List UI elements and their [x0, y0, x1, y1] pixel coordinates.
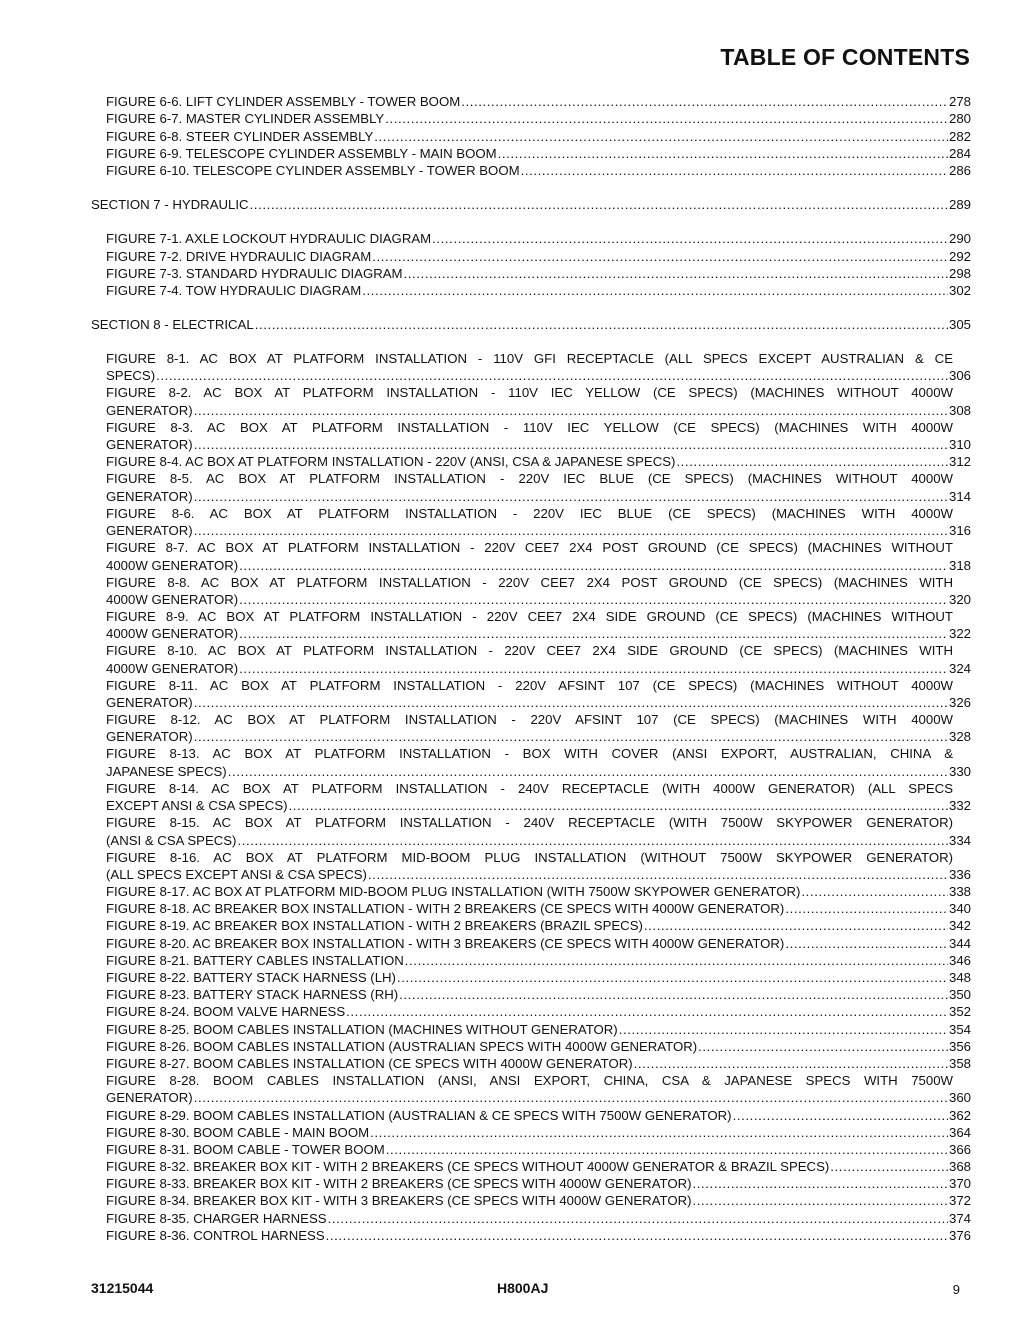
dot-leader	[397, 969, 948, 986]
toc-entry-label-cont: GENERATOR)	[106, 523, 193, 539]
dot-leader	[194, 402, 948, 419]
footer-doc-number: 31215044	[91, 1280, 154, 1296]
toc-entry-label: FIGURE 8-14. AC BOX AT PLATFORM INSTALLATION - 240V RECEPTACLE (WITH 4000W GENERATOR) (ALL SPECS	[106, 780, 953, 796]
toc-entry[interactable]	[91, 1209, 971, 1226]
toc-entry[interactable]	[91, 1227, 971, 1244]
toc-entry-page: 286	[948, 162, 971, 178]
toc-entry-page: 330	[948, 763, 971, 779]
dot-leader	[733, 1107, 948, 1124]
toc-section[interactable]	[91, 196, 971, 213]
dot-leader	[693, 1175, 948, 1192]
dot-leader	[239, 591, 948, 608]
toc-entry-label: SECTION 8 - ELECTRICAL	[91, 317, 254, 333]
toc-entry-label: FIGURE 8-20. AC BREAKER BOX INSTALLATION - WITH 3 BREAKERS (CE SPECS WITH 4000W GENERATOR)	[106, 935, 785, 951]
dot-leader	[250, 196, 948, 213]
toc-entry-label-cont: GENERATOR)	[106, 1090, 193, 1106]
toc-entry-label-cont: SPECS)	[106, 368, 156, 384]
toc-entry[interactable]	[91, 900, 971, 917]
toc-entry[interactable]	[91, 814, 971, 848]
toc-entry-page: 344	[948, 935, 971, 951]
toc-entry[interactable]	[91, 986, 971, 1003]
dot-leader	[801, 883, 948, 900]
toc-spacer	[91, 333, 971, 350]
toc-entry-page: 368	[948, 1159, 971, 1175]
toc-entry[interactable]	[91, 539, 971, 573]
toc-entry[interactable]	[91, 917, 971, 934]
toc-entry-label: FIGURE 7-1. AXLE LOCKOUT HYDRAULIC DIAGRAM	[106, 231, 432, 247]
toc-entry-label: FIGURE 8-12. AC BOX AT PLATFORM INSTALLATION - 220V AFSINT 107 (CE SPECS) (MACHINES WITH 4000W	[106, 712, 953, 727]
dot-leader	[194, 694, 948, 711]
toc-entry-label: FIGURE 8-1. AC BOX AT PLATFORM INSTALLATION - 110V GFI RECEPTACLE (ALL SPECS EXCEPT AUSTRALIAN & CE	[106, 351, 953, 367]
toc-entry[interactable]	[91, 1038, 971, 1055]
toc-entry-label: FIGURE 8-10. AC BOX AT PLATFORM INSTALLATION - 220V CEE7 2X4 SIDE GROUND (CE SPECS) (MACHINES WITH	[106, 643, 953, 659]
toc-entry[interactable]	[91, 110, 971, 127]
footer-model: H800AJ	[497, 1280, 549, 1296]
toc-entry-page: 284	[948, 145, 971, 161]
toc-entry-page: 280	[948, 111, 971, 127]
toc-entry-label: FIGURE 6-6. LIFT CYLINDER ASSEMBLY - TOWER BOOM	[106, 94, 461, 110]
toc-entry-page: 334	[948, 832, 971, 848]
page-title: TABLE OF CONTENTS	[720, 44, 970, 70]
toc-entry[interactable]	[91, 969, 971, 986]
toc-entry[interactable]	[91, 642, 971, 676]
toc-entry[interactable]	[91, 419, 971, 453]
toc-entry-page: 376	[948, 1227, 971, 1243]
toc-entry-page: 348	[948, 970, 971, 985]
toc-entry-label: FIGURE 8-6. AC BOX AT PLATFORM INSTALLATION - 220V IEC BLUE (CE SPECS) (MACHINES WITH 4000W	[106, 505, 953, 521]
toc-entry-label: FIGURE 8-28. BOOM CABLES INSTALLATION (ANSI, ANSI EXPORT, CHINA, CSA & JAPANESE SPECS WITH 7500W	[106, 1072, 953, 1088]
dot-leader	[386, 1141, 948, 1158]
toc-entry-page: 370	[948, 1176, 971, 1192]
toc-entry-page: 290	[948, 231, 971, 247]
toc-entry[interactable]	[91, 1141, 971, 1158]
dot-leader	[326, 1227, 948, 1244]
toc-entry-label: FIGURE 8-21. BATTERY CABLES INSTALLATION	[106, 952, 404, 968]
toc-entry-label: FIGURE 7-3. STANDARD HYDRAULIC DIAGRAM	[106, 265, 403, 281]
toc-entry-page: 350	[948, 987, 971, 1003]
toc-entry-page: 362	[948, 1107, 971, 1123]
toc-entry-label: FIGURE 8-35. CHARGER HARNESS	[106, 1210, 327, 1226]
toc-entry-page: 346	[948, 952, 971, 968]
dot-leader	[372, 248, 948, 265]
toc-entry-label: FIGURE 8-32. BREAKER BOX KIT - WITH 2 BREAKERS (CE SPECS WITHOUT 4000W GENERATOR & BRAZIL SPECS)	[106, 1159, 830, 1175]
toc-entry[interactable]	[91, 677, 971, 711]
toc-entry-label: FIGURE 8-27. BOOM CABLES INSTALLATION (CE SPECS WITH 4000W GENERATOR)	[106, 1055, 633, 1071]
dot-leader	[698, 1038, 948, 1055]
toc-entry-label: FIGURE 8-16. AC BOX AT PLATFORM MID-BOOM PLUG INSTALLATION (WITHOUT 7500W SKYPOWER GENERATOR)	[106, 849, 953, 865]
dot-leader	[619, 1021, 948, 1038]
toc-entry[interactable]	[91, 1072, 971, 1106]
toc-entry[interactable]	[91, 574, 971, 608]
toc-entry-label-cont: JAPANESE SPECS)	[106, 763, 227, 779]
toc-entry-label: FIGURE 6-7. MASTER CYLINDER ASSEMBLY	[106, 111, 385, 127]
toc-entry-label-cont: 4000W GENERATOR)	[106, 626, 239, 642]
toc-entry-label: FIGURE 8-7. AC BOX AT PLATFORM INSTALLATION - 220V CEE7 2X4 POST GROUND (CE SPECS) (MACHINES WITHOUT	[106, 540, 953, 556]
dot-leader	[498, 145, 948, 162]
toc-entry-page: 352	[948, 1004, 971, 1020]
toc-entry[interactable]	[91, 384, 971, 418]
toc-entry-page: 354	[948, 1021, 971, 1037]
dot-leader	[644, 917, 948, 934]
toc-entry-label: FIGURE 8-13. AC BOX AT PLATFORM INSTALLATION - BOX WITH COVER (ANSI EXPORT, AUSTRALIAN, CHINA &	[106, 746, 953, 762]
toc-entry[interactable]	[91, 849, 971, 883]
dot-leader	[346, 1003, 948, 1020]
dot-leader	[404, 265, 948, 282]
toc-entry[interactable]	[91, 505, 971, 539]
toc-entry-page: 310	[948, 437, 971, 453]
footer-page-number: 9	[952, 1282, 960, 1297]
toc-entry-page: 318	[948, 557, 971, 573]
toc-list	[91, 93, 971, 1244]
toc-entry[interactable]	[91, 711, 971, 745]
toc-spacer	[91, 213, 971, 230]
dot-leader	[362, 282, 948, 299]
toc-entry-page: 312	[948, 454, 971, 470]
toc-entry-label: FIGURE 8-29. BOOM CABLES INSTALLATION (AUSTRALIAN & CE SPECS WITH 7500W GENERATOR)	[106, 1107, 732, 1123]
dot-leader	[432, 230, 948, 247]
toc-entry-page: 328	[948, 729, 971, 745]
dot-leader	[785, 935, 948, 952]
toc-entry-page: 282	[948, 128, 971, 144]
dot-leader	[521, 162, 948, 179]
toc-entry-page: 372	[948, 1193, 971, 1209]
toc-entry-page: 324	[948, 660, 971, 676]
dot-leader	[405, 952, 948, 969]
toc-entry-page: 322	[948, 626, 971, 642]
toc-entry[interactable]	[91, 745, 971, 779]
dot-leader	[370, 1124, 948, 1141]
toc-entry[interactable]	[91, 162, 971, 179]
toc-entry-label: FIGURE 8-17. AC BOX AT PLATFORM MID-BOOM PLUG INSTALLATION (WITH 7500W SKYPOWER GENERATOR)	[106, 884, 801, 900]
toc-entry-page: 356	[948, 1038, 971, 1054]
toc-entry-label: FIGURE 6-8. STEER CYLINDER ASSEMBLY	[106, 128, 374, 144]
dot-leader	[194, 1089, 948, 1106]
toc-entry-page: 308	[948, 402, 971, 418]
dot-leader	[289, 797, 948, 814]
toc-entry[interactable]	[91, 127, 971, 144]
toc-entry-page: 278	[948, 94, 971, 110]
toc-entry[interactable]	[91, 247, 971, 264]
toc-entry[interactable]	[91, 952, 971, 969]
toc-entry-page: 314	[948, 488, 971, 504]
toc-entry-label: FIGURE 8-11. AC BOX AT PLATFORM INSTALLATION - 220V AFSINT 107 (CE SPECS) (MACHINES WITHOUT 4000W	[106, 677, 953, 693]
toc-entry-label-cont: GENERATOR)	[106, 729, 193, 745]
toc-entry-label: FIGURE 8-18. AC BREAKER BOX INSTALLATION - WITH 2 BREAKERS (CE SPECS WITH 4000W GENERATOR)	[106, 901, 785, 917]
dot-leader	[676, 453, 948, 470]
toc-entry-label: FIGURE 8-23. BATTERY STACK HARNESS (RH)	[106, 987, 399, 1003]
dot-leader	[156, 367, 948, 384]
toc-entry[interactable]	[91, 1106, 971, 1123]
toc-entry-page: 332	[948, 798, 971, 814]
toc-entry-label: FIGURE 8-9. AC BOX AT PLATFORM INSTALLATION - 220V CEE7 2X4 SIDE GROUND (CE SPECS) (MACHINES WITHOUT	[106, 608, 953, 624]
toc-entry-label: FIGURE 8-19. AC BREAKER BOX INSTALLATION - WITH 2 BREAKERS (BRAZIL SPECS)	[106, 918, 643, 934]
toc-entry-label: FIGURE 8-22. BATTERY STACK HARNESS (LH)	[106, 970, 396, 985]
toc-entry-label: FIGURE 8-33. BREAKER BOX KIT - WITH 2 BREAKERS (CE SPECS WITH 4000W GENERATOR)	[106, 1176, 692, 1192]
toc-entry[interactable]	[91, 282, 971, 299]
toc-entry[interactable]	[91, 934, 971, 951]
toc-entry-page: 306	[948, 368, 971, 384]
dot-leader	[237, 832, 948, 849]
toc-entry[interactable]	[91, 608, 971, 642]
toc-entry-page: 316	[948, 523, 971, 539]
toc-entry-label: FIGURE 8-26. BOOM CABLES INSTALLATION (AUSTRALIAN SPECS WITH 4000W GENERATOR)	[106, 1038, 698, 1054]
toc-entry-page: 338	[948, 884, 971, 900]
toc-entry[interactable]	[91, 350, 971, 384]
toc-entry-label: FIGURE 8-15. AC BOX AT PLATFORM INSTALLATION - 240V RECEPTACLE (WITH 7500W SKYPOWER GENERATOR)	[106, 815, 953, 831]
toc-entry[interactable]	[91, 1124, 971, 1141]
toc-entry[interactable]	[91, 1055, 971, 1072]
toc-entry-page: 326	[948, 695, 971, 710]
dot-leader	[194, 436, 948, 453]
toc-entry-label-cont: (ALL SPECS EXCEPT ANSI & CSA SPECS)	[106, 866, 367, 882]
toc-entry-label: FIGURE 8-8. AC BOX AT PLATFORM INSTALLATION - 220V CEE7 2X4 POST GROUND (CE SPECS) (MACHINES WITH	[106, 574, 953, 590]
toc-entry-label: FIGURE 8-31. BOOM CABLE - TOWER BOOM	[106, 1141, 385, 1157]
toc-entry[interactable]	[91, 265, 971, 282]
toc-entry[interactable]	[91, 780, 971, 814]
toc-entry-label: FIGURE 7-2. DRIVE HYDRAULIC DIAGRAM	[106, 248, 372, 264]
toc-entry[interactable]	[91, 1192, 971, 1209]
toc-entry[interactable]	[91, 470, 971, 504]
toc-entry-page: 374	[948, 1210, 971, 1226]
dot-leader	[461, 93, 948, 110]
toc-entry[interactable]	[91, 1175, 971, 1192]
dot-leader	[399, 986, 948, 1003]
dot-leader	[194, 522, 948, 539]
toc-entry-label-cont: EXCEPT ANSI & CSA SPECS)	[106, 798, 288, 814]
toc-entry-label: FIGURE 8-30. BOOM CABLE - MAIN BOOM	[106, 1124, 370, 1140]
dot-leader	[368, 866, 948, 883]
toc-entry-label-cont: 4000W GENERATOR)	[106, 660, 239, 676]
toc-section[interactable]	[91, 316, 971, 333]
dot-leader	[830, 1158, 948, 1175]
toc-entry-label-cont: 4000W GENERATOR)	[106, 591, 239, 607]
dot-leader	[374, 128, 948, 145]
toc-entry-page: 302	[948, 282, 971, 298]
toc-entry-page: 340	[948, 901, 971, 917]
toc-entry-label: FIGURE 7-4. TOW HYDRAULIC DIAGRAM	[106, 282, 362, 298]
toc-entry[interactable]	[91, 883, 971, 900]
toc-entry-page: 289	[948, 197, 971, 213]
toc-entry-label-cont: GENERATOR)	[106, 695, 193, 710]
toc-entry[interactable]	[91, 93, 971, 110]
toc-entry-label: FIGURE 8-4. AC BOX AT PLATFORM INSTALLATION - 220V (ANSI, CSA & JAPANESE SPECS)	[106, 454, 676, 470]
toc-entry-page: 292	[948, 248, 971, 264]
toc-entry-label-cont: (ANSI & CSA SPECS)	[106, 832, 237, 848]
toc-entry-label-cont: GENERATOR)	[106, 437, 193, 453]
toc-spacer	[91, 179, 971, 196]
toc-entry-label: SECTION 7 - HYDRAULIC	[91, 197, 249, 213]
toc-entry-page: 342	[948, 918, 971, 934]
dot-leader	[634, 1055, 948, 1072]
dot-leader	[328, 1210, 948, 1227]
toc-entry[interactable]	[91, 1003, 971, 1020]
toc-entry-label: FIGURE 8-2. AC BOX AT PLATFORM INSTALLATION - 110V IEC YELLOW (CE SPECS) (MACHINES WITHOUT 4000W	[106, 385, 953, 401]
toc-entry-page: 364	[948, 1124, 971, 1140]
dot-leader	[194, 728, 948, 745]
toc-entry-label: FIGURE 8-5. AC BOX AT PLATFORM INSTALLATION - 220V IEC BLUE (CE SPECS) (MACHINES WITHOUT 4000W	[106, 471, 953, 487]
toc-entry-label-cont: GENERATOR)	[106, 488, 193, 504]
toc-entry-label: FIGURE 6-10. TELESCOPE CYLINDER ASSEMBLY - TOWER BOOM	[106, 162, 520, 178]
dot-leader	[239, 625, 948, 642]
dot-leader	[693, 1192, 948, 1209]
toc-entry-label: FIGURE 8-25. BOOM CABLES INSTALLATION (MACHINES WITHOUT GENERATOR)	[106, 1021, 618, 1037]
toc-entry[interactable]	[91, 453, 971, 470]
dot-leader	[255, 316, 948, 333]
toc-entry-label: FIGURE 8-34. BREAKER BOX KIT - WITH 3 BREAKERS (CE SPECS WITH 4000W GENERATOR)	[106, 1193, 692, 1209]
dot-leader	[239, 660, 948, 677]
toc-entry-label: FIGURE 8-24. BOOM VALVE HARNESS	[106, 1004, 346, 1020]
toc-entry-page: 320	[948, 591, 971, 607]
toc-entry[interactable]	[91, 230, 971, 247]
toc-entry[interactable]	[91, 1158, 971, 1175]
toc-entry-page: 305	[948, 317, 971, 333]
toc-entry-page: 358	[948, 1055, 971, 1071]
toc-entry[interactable]	[91, 1020, 971, 1037]
dot-leader	[239, 557, 948, 574]
toc-entry-label: FIGURE 8-36. CONTROL HARNESS	[106, 1227, 325, 1243]
toc-entry-label: FIGURE 6-9. TELESCOPE CYLINDER ASSEMBLY - MAIN BOOM	[106, 145, 497, 161]
dot-leader	[385, 110, 948, 127]
dot-leader	[785, 900, 948, 917]
toc-entry-label: FIGURE 8-3. AC BOX AT PLATFORM INSTALLATION - 110V IEC YELLOW (CE SPECS) (MACHINES WITH 4000W	[106, 419, 953, 435]
toc-entry-page: 360	[948, 1090, 971, 1106]
toc-entry-page: 298	[948, 265, 971, 281]
toc-spacer	[91, 299, 971, 316]
toc-entry-label-cont: GENERATOR)	[106, 402, 193, 418]
dot-leader	[194, 488, 948, 505]
toc-entry-page: 366	[948, 1141, 971, 1157]
toc-entry[interactable]	[91, 145, 971, 162]
toc-entry-label-cont: 4000W GENERATOR)	[106, 557, 239, 573]
dot-leader	[228, 763, 948, 780]
toc-entry-page: 336	[948, 866, 971, 882]
